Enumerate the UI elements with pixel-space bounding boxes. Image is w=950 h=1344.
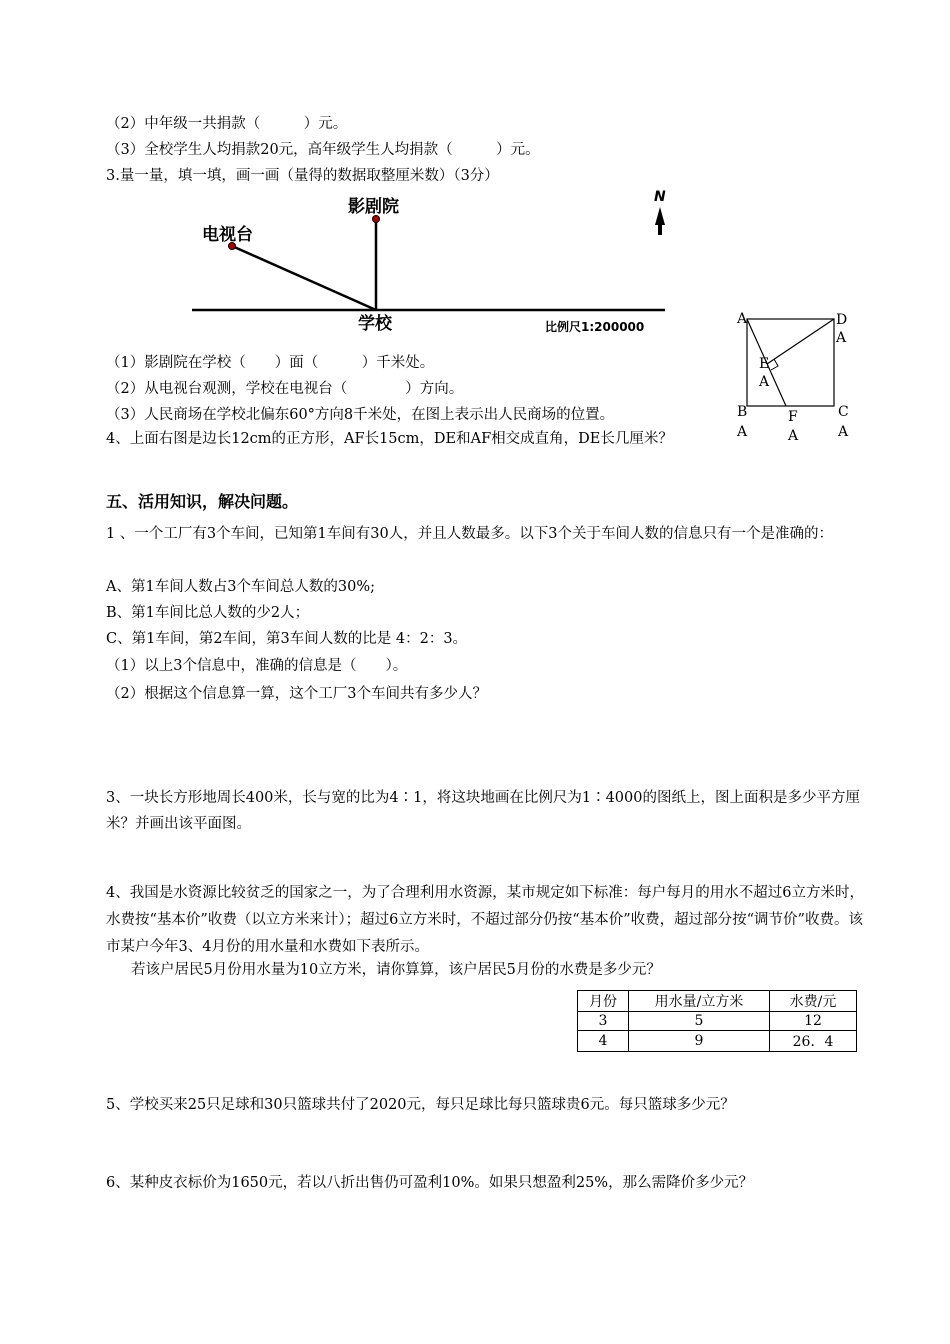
map-question-1: （1）影剧院在学校（ ）面（ ）千米处。 — [106, 355, 435, 371]
header-usage: 用水量/立方米 — [629, 991, 770, 1012]
map-figure — [180, 185, 690, 340]
label-f-a: A — [788, 428, 799, 444]
square-figure — [730, 308, 860, 448]
line-high-grade-donation: （3）全校学生人均捐款20元，高年级学生人均捐款（ ）元。 — [106, 142, 540, 158]
question-3-title: 3.量一量，填一填，画一画（量得的数据取整厘米数）（3分） — [106, 168, 499, 184]
label-f: F — [788, 409, 798, 425]
svg-text:N: N — [654, 189, 666, 205]
cell-fee: 12 — [770, 1012, 857, 1031]
problem-1-question-2: （2）根据这个信息算一算，这个工厂3个车间共有多少人？ — [106, 686, 487, 702]
section-5-heading: 五、活用知识，解决问题。 — [106, 492, 299, 511]
problem-3: 3、一块长方形地周长400米，长与宽的比为4∶1，将这块地画在比例尺为1∶4000的图纸上，图上面积是多少平方厘米？并画出该平面图。 — [106, 790, 860, 832]
label-e-a: A — [759, 374, 770, 390]
cell-usage: 9 — [629, 1031, 770, 1052]
north-arrow-icon — [654, 189, 666, 235]
label-c: C — [838, 404, 849, 420]
label-b: B — [737, 404, 748, 420]
scale-label: 比例尺1:200000 — [545, 320, 645, 334]
problem-4: 4、我国是水资源比较贫乏的国家之一，为了合理利用水资源，某市规定如下标准：每户每月的用水不超过6立方米时，水费按“基本价”收费（以立方米来计）；超过6立方米时，不超过部分仍按“基本价”收费，超过部分按“调节价”收费。该市某户今年3、4月份的用水量和水费如下表所示。 — [106, 885, 864, 955]
problem-1-question-1: （1）以上3个信息中，准确的信息是（ ）。 — [106, 658, 408, 674]
cell-fee: 26．4 — [770, 1031, 857, 1052]
cell-month: 4 — [578, 1031, 629, 1052]
table-header-row — [578, 991, 857, 1012]
header-fee: 水费/元 — [770, 991, 857, 1012]
segment-de — [767, 319, 834, 364]
label-d-a: A — [836, 330, 847, 346]
theater-label: 影剧院 — [348, 197, 399, 217]
label-c-a: A — [838, 424, 849, 440]
school-label: 学校 — [358, 314, 392, 334]
tv-label: 电视台 — [202, 225, 253, 245]
tv-line — [232, 246, 376, 310]
option-c: C、第1车间，第2车间，第3车间人数的比是 4：2：3。 — [106, 631, 468, 647]
option-b: B、第1车间比总人数的少2人； — [106, 605, 310, 621]
map-question-2: （2）从电视台观测，学校在电视台（ ）方向。 — [106, 381, 464, 397]
problem-5: 5、学校买来25只足球和30只篮球共付了2020元，每只足球比每只篮球贵6元。每只篮球多少元？ — [106, 1097, 735, 1113]
problem-1: 1 、一个工厂有3个车间，已知第1车间有30人，并且人数最多。以下3个关于车间人数的信息只有一个是准确的： — [106, 526, 833, 542]
label-a: A — [737, 311, 748, 327]
cell-usage: 5 — [629, 1012, 770, 1031]
problem-4-question: 若该户居民5月份用水量为10立方米，请你算算，该户居民5月份的水费是多少元？ — [131, 962, 661, 978]
table-row — [578, 1012, 857, 1031]
table-row — [578, 1031, 857, 1052]
line-mid-grade-donation: （2）中年级一共捐款（ ）元。 — [106, 116, 348, 132]
label-b-a: A — [737, 424, 748, 440]
label-d: D — [836, 312, 848, 328]
problem-6: 6、某种皮衣标价为1650元，若以八折出售仍可盈利10%。如果只想盈利25%，那么需降价多少元？ — [106, 1175, 754, 1191]
question-4-square: 4、上面右图是边长12cm的正方形，AF长15cm，DE和AF相交成直角，DE长几厘米？ — [106, 431, 673, 447]
map-question-3: （3）人民商场在学校北偏东60°方向8千米处，在图上表示出人民商场的位置。 — [106, 407, 615, 423]
option-a: A、第1车间人数占3个车间总人数的30%; — [106, 579, 376, 595]
cell-month: 3 — [578, 1012, 629, 1031]
label-e: E — [759, 356, 770, 372]
header-month: 月份 — [578, 991, 629, 1012]
water-fee-table — [577, 990, 857, 1052]
